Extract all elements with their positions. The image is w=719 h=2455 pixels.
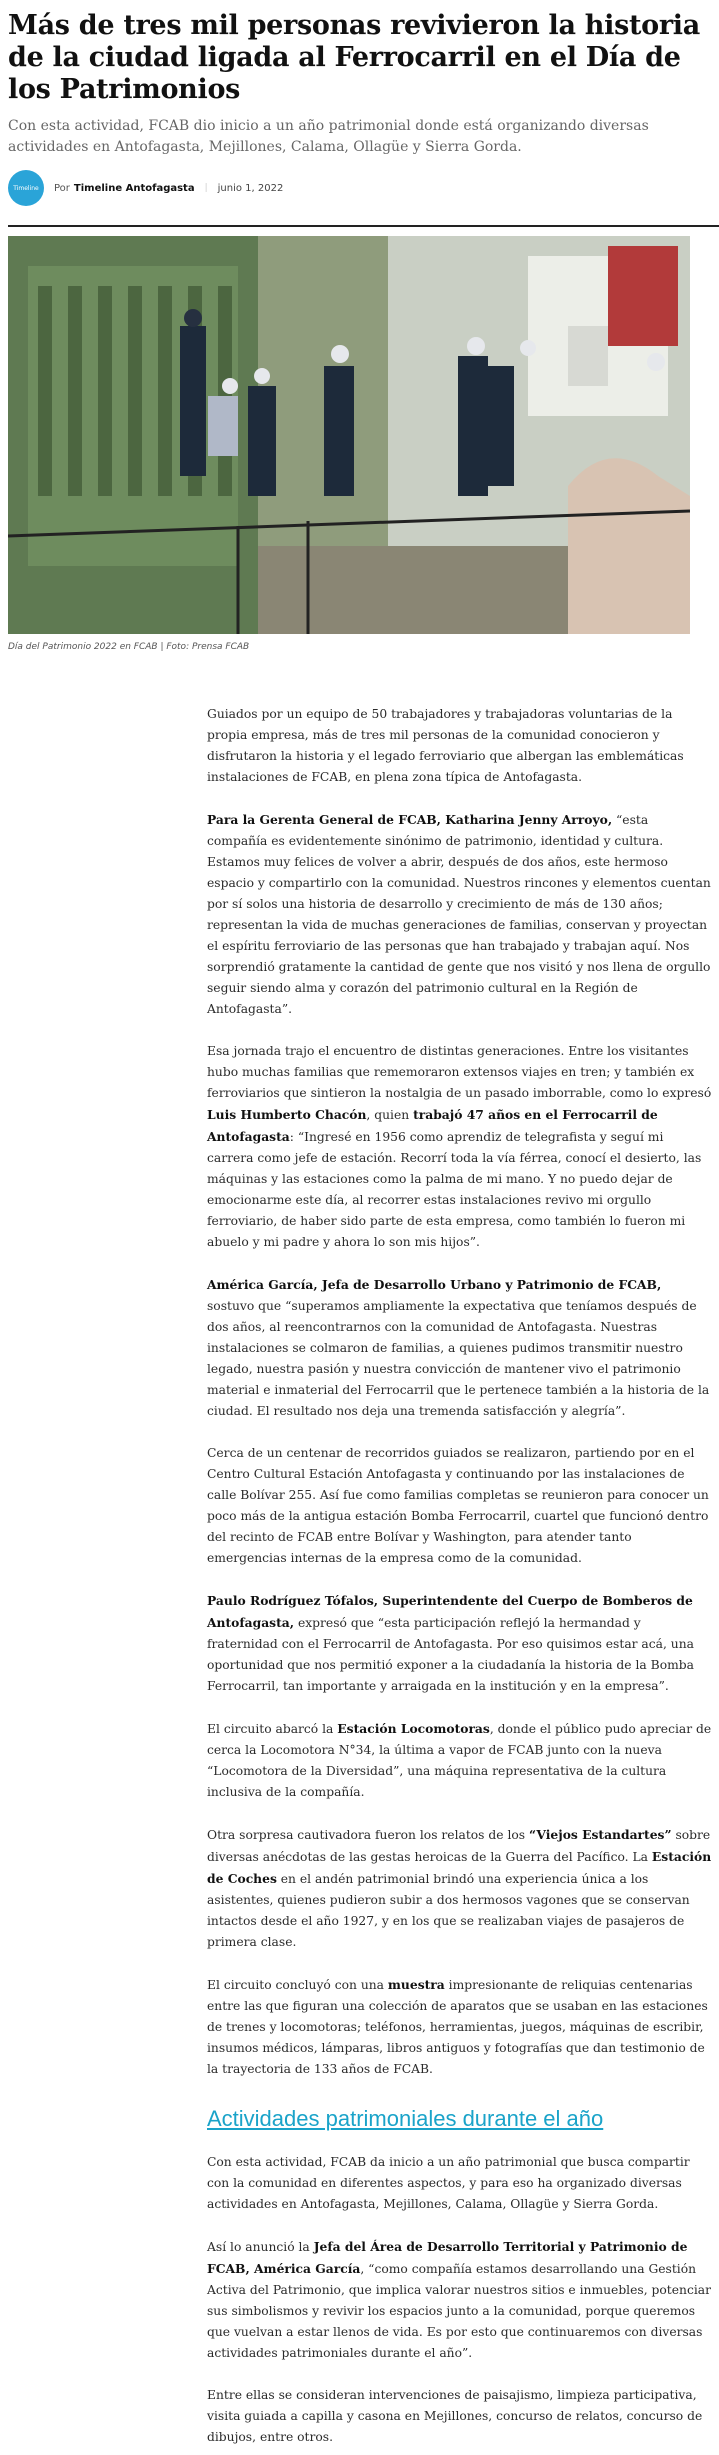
paragraph-text: , “como compañía estamos desarrollando una Gestión Activa del Patrimonio, que implica valorar nuestros sitios e inmuebles, potenciar sus simbolismos y revivir los espacios junto a la comunidad, porque queremos que vuelvan a estar llenos de vida. Es por esto que continuaremos con diversas actividades patrimoniales durante el año”. (207, 2262, 711, 2360)
bold-phrase: muestra (387, 1977, 445, 1992)
paragraph-text: El circuito concluyó con una (207, 1978, 388, 1992)
article-subtitle: Con esta actividad, FCAB dio inicio a un año patrimonial donde está organizando diversas actividades en Antofagasta, Mejillones, Calama, Ollagüe y Sierra Gorda. (8, 118, 649, 155)
quote-speaker: Para la Gerenta General de FCAB, Katharina Jenny Arroyo, (207, 812, 613, 827)
quote-speaker: Jefa del Área de Desarrollo Territorial y Patrimonio de FCAB, América García (207, 2239, 688, 2276)
paragraph-text: : “Ingresé en 1956 como aprendiz de telegrafista y seguí mi carrera como jefe de estación. Recorrí toda la vía férrea, conocí el desierto, las máquinas y las estaciones como la palma de mi mano. Y no puedo dejar de emocionarme este día, al recorrer estas instalaciones revivo mi orgullo ferroviario, de haber sido parte de esta empresa, como también lo fueron mi abuelo y mi padre y ahora lo son mis hijos”. (207, 1130, 702, 1249)
paragraph-text: Esa jornada trajo el encuentro de distintas generaciones. Entre los visitantes hubo muchas familias que rememoraron extensos viajes en tren; y también ex ferroviarios que sintieron la nostalgia de un pasado imborrable, como lo expresó (207, 1044, 712, 1100)
paragraph-text: “esta compañía es evidentemente sinónimo de patrimonio, identidad y cultura. Estamos muy felices de volver a abrir, después de dos años, este hermoso espacio y compartirlo con la comunidad. Nuestros rincones y elementos cuentan por sí solos una historia de desarrollo y crecimiento de más de 130 años; representan la vida de muchas generaciones de familias, conservan y proyectan el espíritu ferroviario de las personas que han trabajado y trabajan aquí. Nos sorprendió gratamente la cantidad de gente que nos visitó y nos llena de orgullo seguir siendo alma y corazón del patrimonio cultural en la Región de Antofagasta”. (207, 813, 711, 1016)
bold-name: Luis Humberto Chacón (207, 1107, 367, 1122)
body-paragraph (207, 1041, 712, 1253)
article-title: Más de tres mil personas revivieron la historia de la ciudad ligada al Ferrocarril en el Día de los Patrimonios (8, 10, 700, 105)
paragraph-text: , donde el público pudo apreciar de cerca la Locomotora N°34, la última a vapor de FCAB junto con la nueva “Locomotora de la Diversidad”, una máquina representativa de la cultura inclusiva de la compañía. (207, 1722, 712, 1799)
paragraph-text: sobre diversas anécdotas de las gestas heroicas de la Guerra del Pacífico. La (207, 1828, 711, 1864)
bold-phrase: “Viejos Estandartes” (529, 1827, 672, 1842)
body-paragraph (207, 1718, 712, 1803)
body-paragraph: Con esta actividad, FCAB da inicio a un año patrimonial que busca compartir con la comunidad en diferentes aspectos, y para eso ha organizado diversas actividades en Antofagasta, Mejillones, Calama, Ollagüe y Sierra Gorda. (207, 2155, 690, 2211)
body-paragraph (207, 1590, 712, 1697)
avatar[interactable] (8, 170, 44, 206)
body-paragraph: Guiados por un equipo de 50 trabajadores y trabajadoras voluntarias de la propia empresa, más de tres mil personas de la comunidad conocieron y disfrutaron la historia y el legado ferroviario que albergan las emblemáticas instalaciones de FCAB, en plena zona típica de Antofagasta. (207, 707, 684, 784)
paragraph-text: expresó que “esta participación reflejó la hermandad y fraternidad con el Ferrocarril de Antofagasta. Por eso quisimos estar acá, una oportunidad que nos permitió exponer a la ciudadanía la historia de la Bomba Ferrocarril, tan importante y arraigada en la institución y en la empresa”. (207, 1616, 694, 1693)
author-link[interactable]: Timeline Antofagasta (73, 182, 195, 194)
paragraph-text: en el andén patrimonial brindó una experiencia única a los asistentes, quienes pudieron subir a dos hermosos vagones que se conservan intactos desde el año 1927, y en los que se realizaban viajes de pasajeros de primera clase. (207, 1872, 690, 1949)
quote-speaker: Paulo Rodríguez Tófalos, Superintendente del Cuerpo de Bomberos de Antofagasta, (207, 1593, 693, 1630)
header-divider (8, 225, 719, 227)
paragraph-text: , quien (366, 1108, 414, 1122)
bold-phrase: Estación Locomotoras (337, 1721, 490, 1736)
byline-by: Por (54, 182, 70, 194)
body-paragraph (207, 1274, 712, 1422)
bold-phrase: Estación de Coches (207, 1849, 712, 1886)
byline (8, 170, 708, 206)
section-heading-link[interactable]: Actividades patrimoniales durante el año (207, 2106, 604, 2131)
paragraph-text: impresionante de reliquias centenarias entre las que figuran una colección de aparatos que se usaban en las estaciones de trenes y locomotoras; teléfonos, herramientas, juegos, máquinas de escribir, insumos médicos, lámparas, libros antiguos y fotografías que dan testimonio de la trayectoria de 133 años de FCAB. (207, 1978, 708, 2076)
paragraph-text: El circuito abarcó la (207, 1722, 338, 1736)
body-paragraph: Cerca de un centenar de recorridos guiados se realizaron, partiendo por en el Centro Cultural Estación Antofagasta y continuando por las instalaciones de calle Bolívar 255. Así fue como familias completas se reunieron para conocer un poco más de la antigua estación Bomba Ferrocarril, cuartel que funcionó dentro del recinto de FCAB entre Bolívar y Washington, para atender tanto emergencias internas de la empresa como de la comunidad. (207, 1446, 709, 1565)
photo-caption: Día del Patrimonio 2022 en FCAB | Foto: Prensa FCAB (8, 642, 250, 652)
publish-date: junio 1, 2022 (217, 182, 284, 194)
paragraph-text: Otra sorpresa cautivadora fueron los relatos de los (207, 1828, 530, 1842)
paragraph-text: sostuvo que “superamos ampliamente la expectativa que teníamos después de dos años, al reencontrarnos con la comunidad de Antofagasta. Nuestras instalaciones se colmaron de familias, a quienes pudimos transmitir nuestro legado, nuestra pasión y nuestra convicción de mantener vivo el patrimonio material e inmaterial del Ferrocarril que le pertenece también a la historia de la ciudad. El resultado nos deja una tremenda satisfacción y alegría”. (207, 1299, 710, 1418)
body-paragraph (207, 2236, 712, 2364)
byline-separator: | (204, 183, 208, 193)
body-paragraph (207, 1824, 712, 1953)
body-paragraph (207, 1974, 712, 2080)
body-paragraph (207, 809, 712, 1020)
avatar-label: Timeline (13, 184, 39, 192)
train-station-photo (8, 236, 690, 634)
paragraph-text: Así lo anunció la (207, 2240, 314, 2254)
body-paragraph: Entre ellas se consideran intervenciones de paisajismo, limpieza participativa, visita guiada a capilla y casona en Mejillones, concurso de relatos, concurso de dibujos, entre otros. (207, 2388, 703, 2444)
quote-speaker: América García, Jefa de Desarrollo Urbano y Patrimonio de FCAB, (207, 1277, 662, 1292)
article-photo (8, 236, 690, 634)
bold-phrase: trabajó 47 años en el Ferrocarril de Antofagasta (207, 1107, 658, 1144)
article-body (207, 704, 712, 2448)
